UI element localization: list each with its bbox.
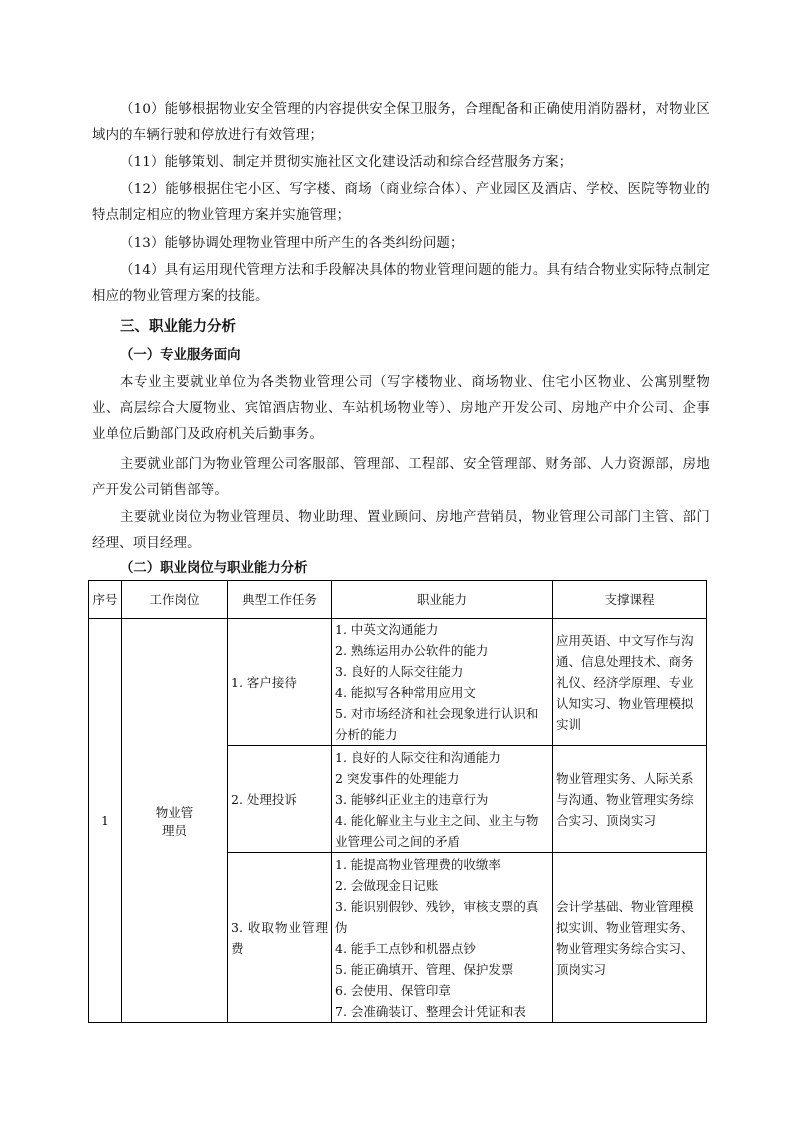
cell-courses: 物业管理实务、人际关系与沟通、物业管理实务综合实习、顶岗实习 [553,746,707,853]
ability-item-10: （10）能够根据物业安全管理的内容提供安全保卫服务，合理配备和正确使用消防器材，对物业区域内的车辆行驶和停放进行有效管理； [92,102,710,143]
cell-abilities [332,619,553,746]
ability-line: 5. 对市场经济和社会现象进行认识和分析的能力 [335,706,539,742]
section-title: 三、职业能力分析 [120,319,236,335]
cell-task: 2. 处理投诉 [228,746,332,853]
ability-line: 3. 能够纠正业主的违章行为 [335,791,489,807]
employment-units-paragraph: 本专业主要就业单位为各类物业管理公司（写字楼物业、商场物业、住宅小区物业、公寓别墅物业、高层综合大厦物业、宾馆酒店物业、车站机场物业等）、房地产开发公司、房地产中介公司、企事业单位后勤部门及政府机关后勤事务。 [92,375,710,442]
ability-line: 6. 会使用、保管印章 [335,982,451,998]
header-no: 序号 [89,581,122,619]
table-row [89,619,707,746]
ability-line: 2. 熟练运用办公软件的能力 [335,643,489,658]
cell-abilities [332,746,553,853]
ability-line: 4. 能化解业主与业主之间、业主与物业管理公司之间的矛盾 [335,812,539,849]
ability-item-11: （11）能够策划、制定并贯彻实施社区文化建设活动和综合经营服务方案； [120,155,573,170]
header-position: 工作岗位 [122,581,228,619]
ability-line: 1. 良好的人际交往和沟通能力 [335,749,501,765]
cell-abilities [332,853,553,1023]
header-ability: 职业能力 [332,581,553,619]
ability-item-13: （13）能够协调处理物业管理中所产生的各类纠纷问题； [120,236,464,251]
cell-task: 3. 收取物业管理费 [228,853,332,1023]
ability-line: 4. 能拟写各种常用应用文 [335,685,476,700]
ability-item-12: （12）能够根据住宅小区、写字楼、商场（商业综合体）、产业园区及酒店、学校、医院等物业的特点制定相应的物业管理方案并实施管理； [92,182,710,223]
cell-position: 物业管理员 [122,619,228,1023]
ability-line: 1. 能提高物业管理费的收缴率 [335,856,501,872]
header-courses: 支撑课程 [553,581,707,619]
employment-positions-paragraph: 主要就业岗位为物业管理员、物业助理、置业顾问、房地产营销员，物业管理公司部门主管、部门经理、项目经理。 [92,510,710,551]
ability-line: 1. 中英文沟通能力 [335,622,439,637]
ability-line: 3. 能识别假钞、残钞，审核支票的真伪 [335,898,539,935]
cell-task: 1. 客户接待 [228,619,332,746]
cell-courses: 会计学基础、物业管理模拟实训、物业管理实务、物业管理实务综合实习、顶岗实习 [553,853,707,1023]
ability-line: 5. 能正确填开、管理、保护发票 [335,961,514,977]
header-task: 典型工作任务 [228,581,332,619]
ability-line: 2 突发事件的处理能力 [335,770,460,786]
ability-analysis-table [88,580,707,1023]
table-header-row [89,581,707,619]
ability-line: 2. 会做现金日记账 [335,877,439,893]
ability-item-14: （14）具有运用现代管理方法和手段解决具体的物业管理问题的能力。具有结合物业实际特点制定相应的物业管理方案的技能。 [92,263,710,304]
subsection-title-service: （一）专业服务面向 [120,348,241,363]
employment-departments-paragraph: 主要就业部门为物业管理公司客服部、管理部、工程部、安全管理部、财务部、人力资源部，房地产开发公司销售部等。 [92,457,710,498]
ability-line: 7. 会准确装订、整理会计凭证和表 [335,1003,526,1019]
ability-line: 3. 良好的人际交往能力 [335,664,464,679]
cell-no: 1 [89,619,122,1023]
ability-line: 4. 能手工点钞和机器点钞 [335,940,476,956]
cell-courses: 应用英语、中文写作与沟通、信息处理技术、商务礼仪、经济学原理、专业认知实习、物业管理模拟实训 [553,619,707,746]
subsection-title-positions: （二）职业岗位与职业能力分析 [120,561,308,576]
